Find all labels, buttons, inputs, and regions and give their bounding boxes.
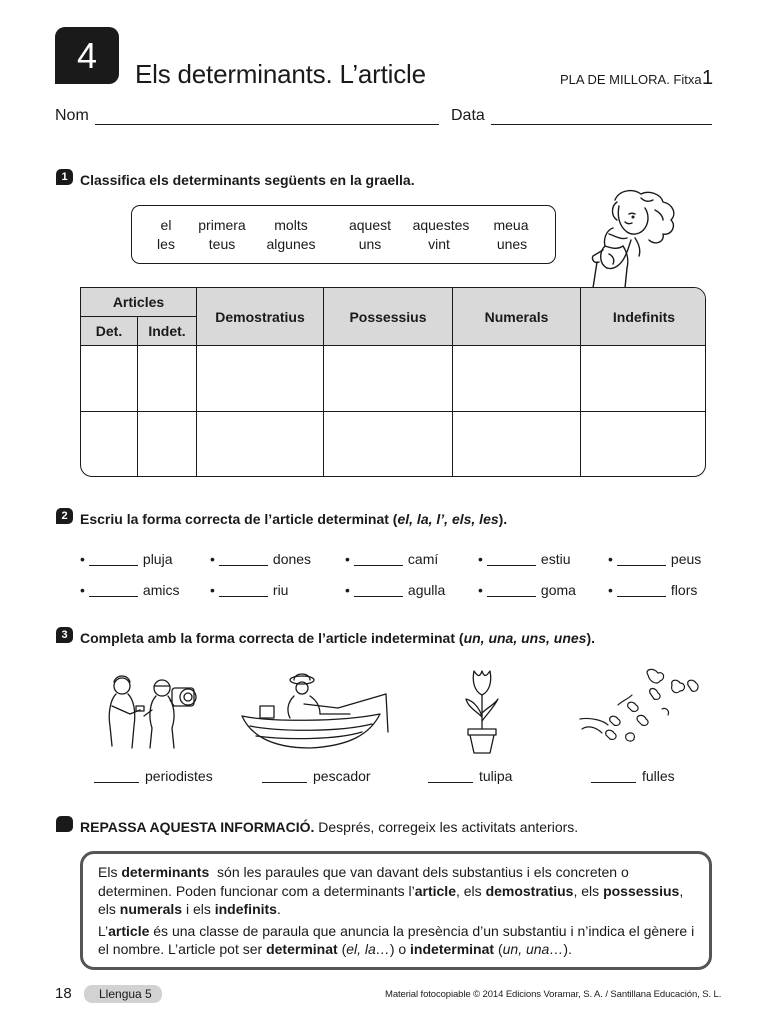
review-heading: REPASSA AQUESTA INFORMACIÓ. [80,819,315,835]
text: ). [563,941,572,957]
grid-cell[interactable] [81,412,138,477]
answer-blank[interactable] [487,596,536,597]
picture-caption [94,768,213,784]
review-marker [56,816,73,832]
text: . [276,901,281,917]
header-det: Det. [81,317,138,346]
word-12: unes [496,236,528,252]
word-11: vint [428,236,450,252]
term-demostratius: demostratius [485,882,574,899]
noun: goma [540,582,576,598]
info-paragraph-2 [98,922,695,959]
subject-tab: Llengua 5 [84,985,162,1003]
exercise-2-instruction [80,511,507,527]
fill-item: • riu [210,582,289,598]
noun: peus [670,551,702,567]
example: un, una… [502,941,564,957]
text: Els [98,864,118,880]
noun: pescador [313,768,371,784]
fill-item: • peus [608,551,702,567]
word-bank [131,205,556,264]
grid-cell[interactable] [81,346,138,412]
text: , els [98,882,684,917]
noun: riu [272,582,289,598]
exercise-3-number: 3 [56,627,73,643]
grid-cell[interactable] [197,346,324,412]
text: ( [497,941,503,957]
info-paragraph-1 [98,863,695,919]
word-6: meua [493,217,529,233]
answer-blank[interactable] [354,565,403,566]
fill-item: • agulla [345,582,446,598]
word-7: les [157,236,175,252]
word-8: teus [208,236,236,252]
page-number: 18 [55,985,72,1002]
series-label: PLA DE MILLORA. Fitxa [560,72,702,87]
word-3: molts [274,217,308,233]
fisherman-illustration [240,670,392,752]
answer-blank[interactable] [262,782,307,783]
term-numerals: numerals [119,901,183,917]
term-article: article [414,882,456,899]
review-text: Després, corregeix les activitats anteriors. [318,819,579,835]
grid-cell[interactable] [324,346,453,412]
text: , els [455,882,482,899]
exercise-1-number: 1 [56,169,73,185]
picture-caption [262,768,371,784]
noun: estiu [540,551,571,567]
picture-caption [591,768,675,784]
answer-blank[interactable] [617,596,666,597]
noun: amics [142,582,180,598]
review-instruction [80,819,578,835]
header-indefinits: Indefinits [581,288,706,346]
noun: periodistes [145,768,213,784]
instruction-options: el, la, l’, els, les [397,511,499,527]
example: el, la… [346,941,390,957]
exercise-2-number: 2 [56,508,73,524]
grid-cell[interactable] [581,412,706,477]
name-field[interactable] [95,124,439,125]
text: ) o [389,941,407,957]
header-numerals: Numerals [453,288,581,346]
sheet-number: 1 [702,67,714,89]
header-articles: Articles [81,288,197,317]
fill-item: • estiu [478,551,571,567]
answer-blank[interactable] [428,782,473,783]
term-possessius: possessius [603,882,680,899]
thinking-girl-illustration [583,188,683,290]
grid-cell[interactable] [197,412,324,477]
instruction-end: ). [498,511,508,527]
fill-item: • amics [80,582,180,598]
grid-cell[interactable] [138,412,197,477]
grid-cell[interactable] [581,346,706,412]
answer-blank[interactable] [487,565,536,566]
header-demostratius: Demostratius [197,288,324,346]
picture-caption [428,768,512,784]
term-indefinits: indefinits [214,901,277,917]
word-1: el [160,217,172,233]
tulip-illustration [460,667,505,755]
instruction-options: un, una, uns, unes [463,630,587,646]
classification-grid [80,287,706,477]
text: L’ [98,922,109,939]
page-title: Els determinants. L’article [135,59,426,89]
answer-blank[interactable] [219,565,268,566]
noun: dones [272,551,312,567]
name-label: Nom [55,107,89,124]
instruction-text: Completa amb la forma correcta de l’article indeterminat ( [80,630,464,646]
answer-blank[interactable] [94,782,139,783]
journalists-illustration [100,670,205,752]
term-indeterminat: indeterminat [410,941,495,957]
copyright-notice: Material fotocopiable © 2014 Edicions Voramar, S. A. / Santillana Educación, S. L. [385,989,722,1000]
leaves-illustration [578,665,703,747]
date-label: Data [451,107,485,124]
noun: pluja [142,551,173,567]
answer-blank[interactable] [89,565,138,566]
grid-cell[interactable] [453,412,581,477]
word-4: aquest [348,217,392,233]
noun: flors [670,582,698,598]
fill-item: • flors [608,582,698,598]
term-determinat: determinat [266,941,338,957]
answer-blank[interactable] [219,596,268,597]
instruction-end: ). [586,630,596,646]
text: és una classe de paraula que anuncia la presència d’un substantiu i n’indica el gènere i el nombre. L’article pot ser [98,922,695,957]
grid-cell[interactable] [453,346,581,412]
noun: fulles [642,768,675,784]
noun: camí [407,551,439,567]
fill-item: • camí [345,551,439,567]
answer-blank[interactable] [591,782,636,783]
exercise-3-instruction [80,630,595,646]
unit-number-badge: 4 [55,27,119,84]
header-possessius: Possessius [324,288,453,346]
answer-blank[interactable] [354,596,403,597]
word-10: uns [358,236,382,252]
exercise-1-instruction: Classifica els determinants següents en la graella. [80,172,415,188]
header-indet: Indet. [138,317,197,346]
text: , els [573,882,600,899]
fill-item: • dones [210,551,312,567]
text: són les paraules que van davant dels substantius i els concreten o determinen. Poden funcionar com a determinants l’ [98,864,629,899]
word-2: primera [198,217,246,233]
text: ( [341,941,347,957]
grid-cell[interactable] [324,412,453,477]
noun: agulla [407,582,446,598]
word-9: algunes [266,236,316,252]
date-field[interactable] [491,124,712,125]
fill-item: • goma [478,582,576,598]
text: i els [185,901,211,917]
answer-blank[interactable] [617,565,666,566]
answer-blank[interactable] [89,596,138,597]
info-box [80,851,712,970]
word-5: aquestes [412,217,470,233]
noun: tulipa [479,768,513,784]
fill-item: • pluja [80,551,173,567]
instruction-text: Escriu la forma correcta de l’article determinat ( [80,511,398,527]
term-article: article [108,922,150,939]
grid-cell[interactable] [138,346,197,412]
term-determinants: determinants [121,864,210,880]
